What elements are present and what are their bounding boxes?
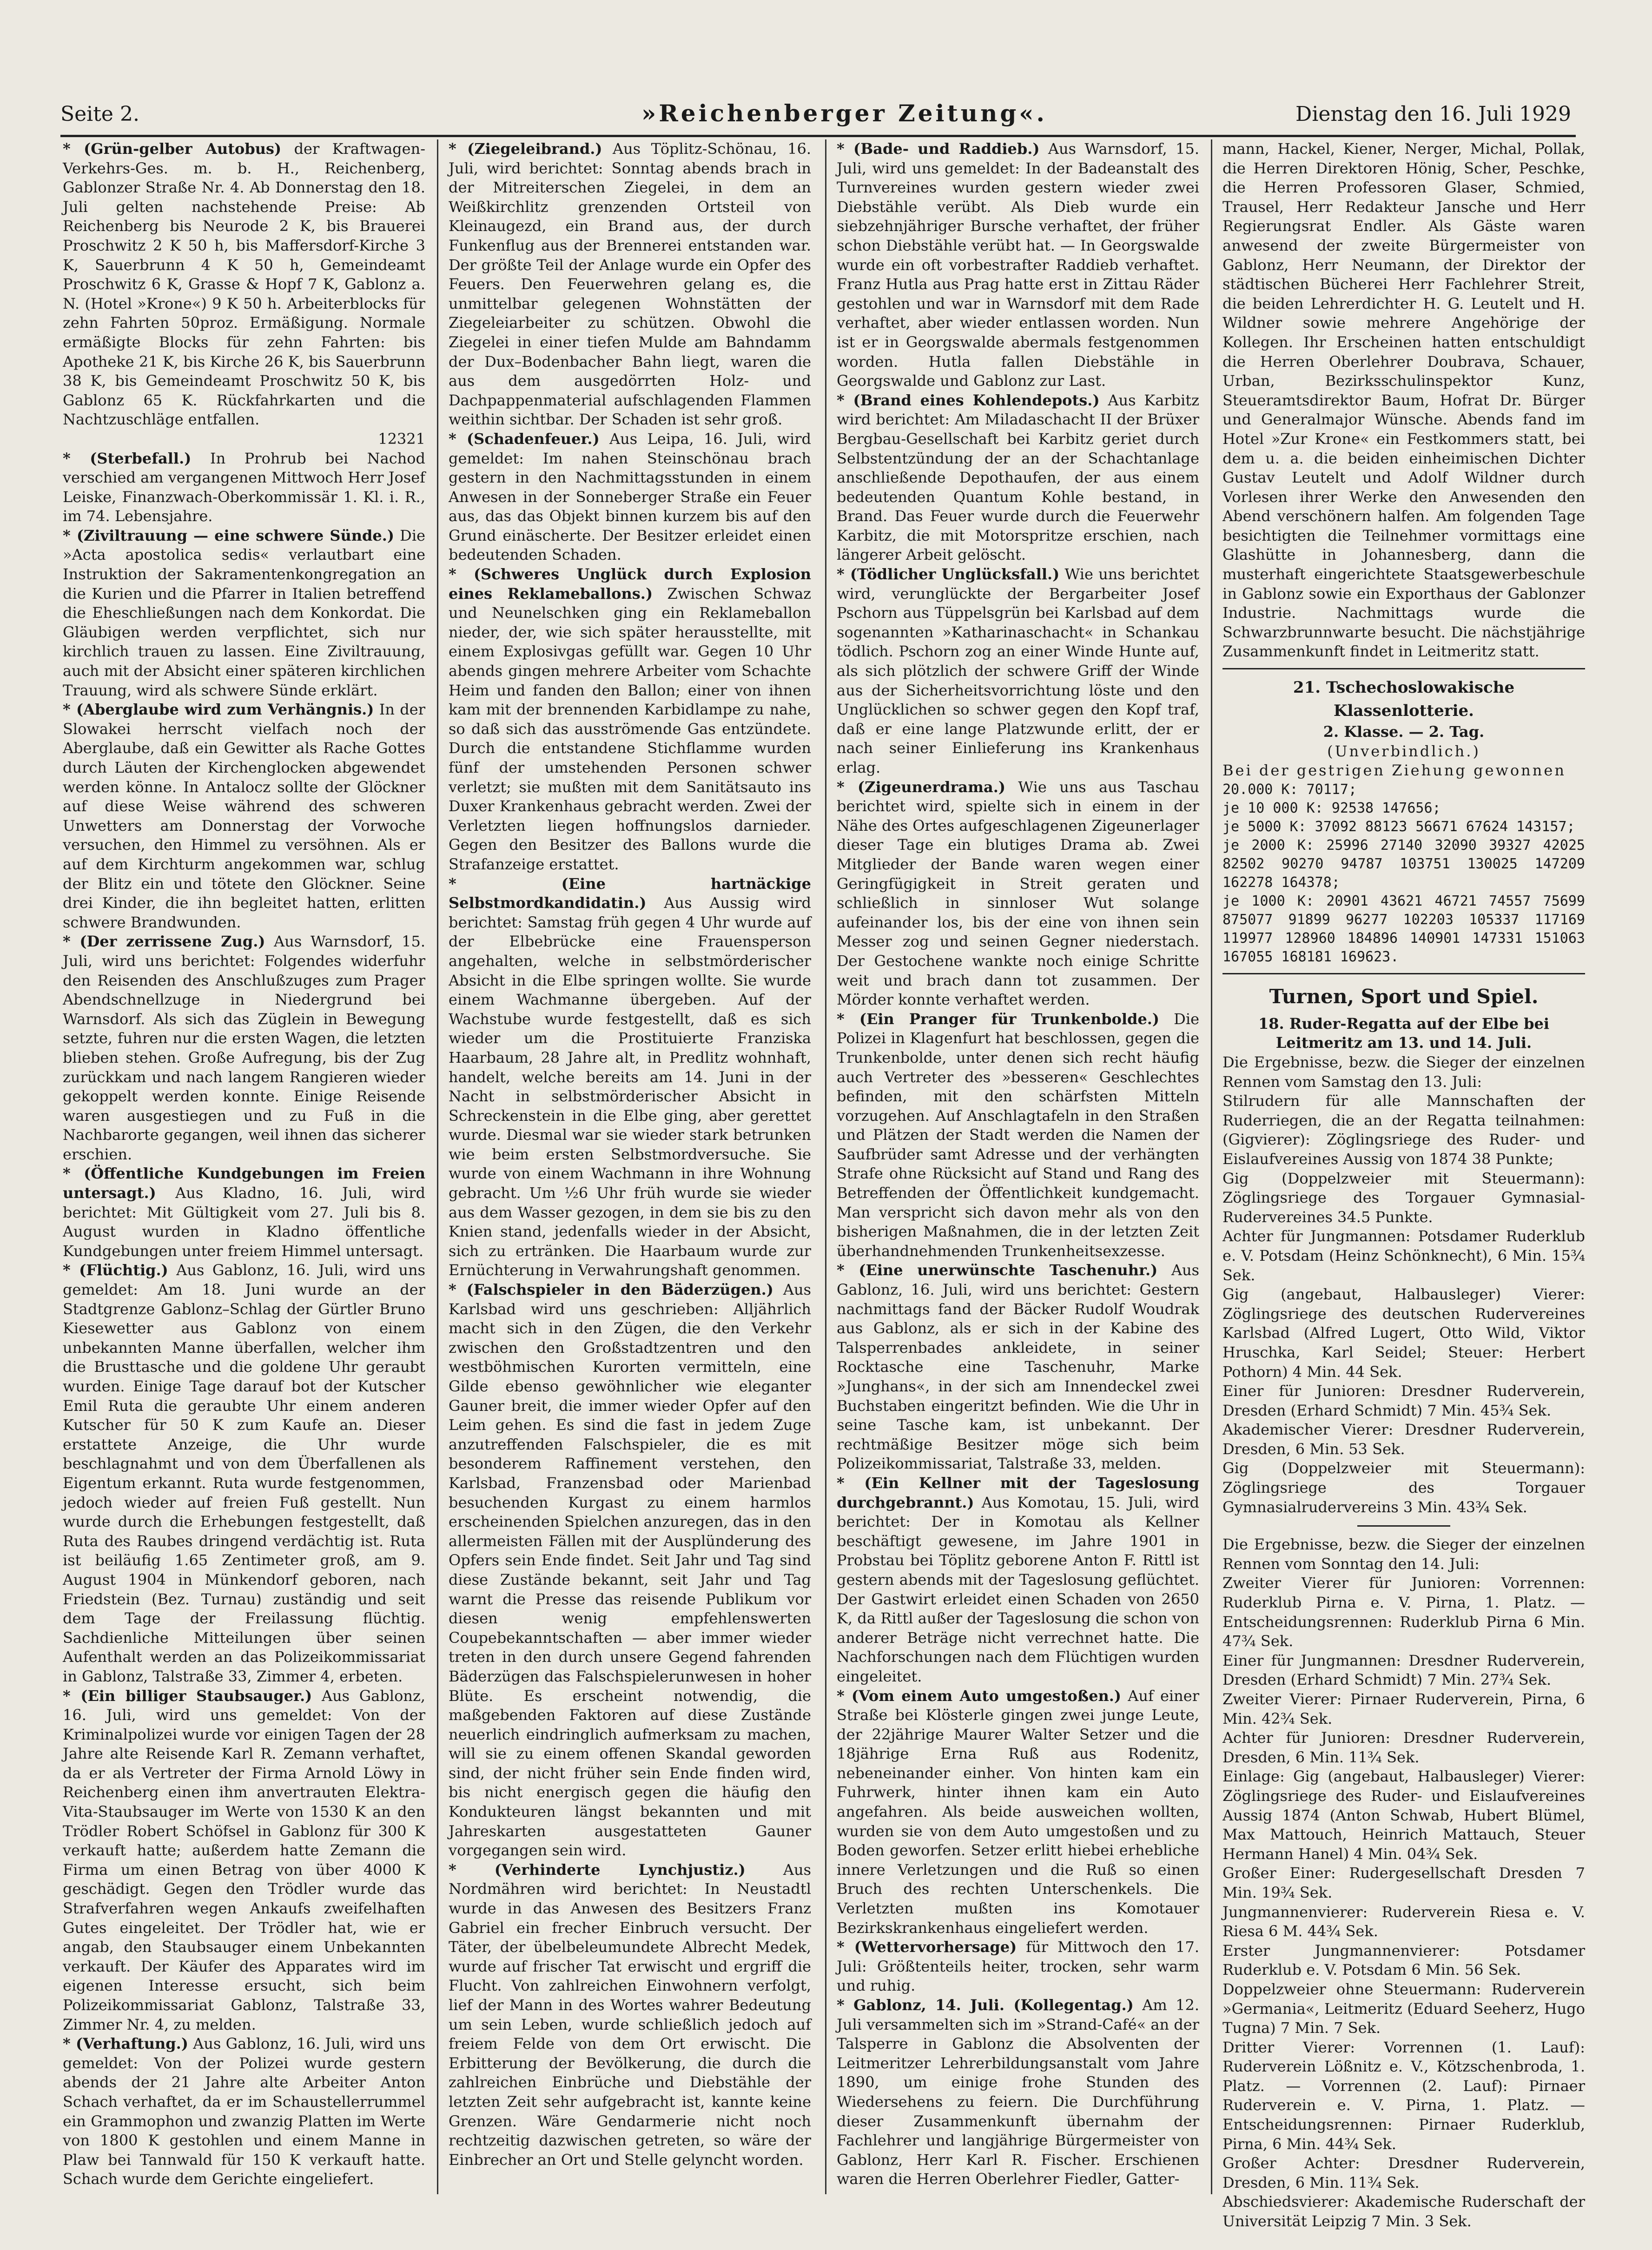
news-item: * (Falschspieler in den Bäderzügen.) Aus Karlsbad wird uns geschrieben: Alljährlich macht sich in den Zügen, die den Verkehr zwischen den Großstadtzentren und den westböhmischen Kurorten vermitteln, eine Gilde ebenso gewöhnlicher wie eleganter Gauner breit, die immer wieder Opfer auf den Leim gehen. Es sind die fast in jedem Zuge anzutreffenden Falschspieler, die es mit besonderem Raffinement verstehen, den Karlsbad, Franzensbad oder Marienbad besuchenden Kurgast zu einem harmlos erscheinenden Spielchen anzuregen, das in den allermeisten Fällen mit der Ausplünderung des Opfers sein Ende findet. Seit Jahr und Tag sind diese Zustände bekannt, seit Jahr und Tag warnt die Presse das reisende Publikum vor diesen wenig empfehlenswerten Coupebekanntschaften — aber immer wieder treten in den durch unsere Gegend fahrenden Bäderzügen das Falschspielerunwesen in hoher Blüte. Es erscheint notwendig, die maßgebenden Faktoren auf diese Zustände neuerlich eindringlich aufmerksam zu machen, will sie zu einem offenen Skandal geworden sind, der nicht früher sein Ende finden wird, bis nicht energisch gegen die häufig den Kondukteuren längst bekannten und mit Jahreskarten ausgestatteten Gauner vorgegangen sein wird. bbox=[449, 1281, 811, 1860]
news-item: * (Ein Pranger für Trunkenbolde.) Die Polizei in Klagenfurt hat beschlossen, gegen die Trunkenbolde, unter denen sich recht häufig auch Vertreter des »besseren« Geschlechtes befinden, mit den schärfsten Mitteln vorzugehen. Auf Anschlagtafeln in den Straßen und Plätzen der Stadt werden die Namen der Saufbrüder samt Adresse und der verhängten Strafe ohne Rücksicht auf Stand und Rang des Betreffenden der Öffentlichkeit kundgemacht. Man verspricht sich davon mehr als von den bisherigen Maßnahmen, die in der letzten Zeit überhandnehmenden Trunkenheitsexzesse. bbox=[837, 1010, 1200, 1260]
newspaper-title: »Reichenberger Zeitung«. bbox=[641, 99, 1047, 127]
news-item: * (Grün-gelber Autobus) der Kraftwagen-Verkehrs-Ges. m. b. H., Reichenberg, Gablonzer Straße Nr. 4. Ab Donnerstag den 18. Juli gelten nachstehende Preise: Ab Reichenberg bis Neurode 2 K, bis Brauerei Proschwitz 2 K 50 h, bis Maffersdorf-Kirche 3 K, Sauerbrunn 4 K 50 h, Gemeindeamt Proschwitz 6 K, Grasse & Hopf 7 K, Gablonz a. N. (Hotel »Krone«) 9 K 50 h. Arbeiterblocks für zehn Fahrten 50proz. Ermäßigung. Normale ermäßigte Blocks für zehn Fahrten: bis Apotheke 21 K, bis Kirche 26 K, bis Sauerbrunn 38 K, bis Gemeindeamt Proschwitz 50 K, bis Gablonz 65 K. Rückfahrkarten und die Nachtzuschläge entfallen. bbox=[63, 140, 426, 429]
lottery-note: (Unverbindlich.) bbox=[1327, 742, 1480, 760]
column-divider bbox=[825, 139, 826, 2194]
news-item: * (Bade- und Raddieb.) Aus Warnsdorf, 15. Juli, wird uns gemeldet: In der Badeanstalt des Turnvereines wurden gestern wieder zwei Diebstähle verübt. Als Dieb wurde ein siebzehnjähriger Bursche verhaftet, der früher schon Diebstähle verübt hat. — In Georgswalde wurde ein oft vorbestrafter Raddieb verhaftet. Franz Hutla aus Prag hatte erst in Zittau Räder gestohlen und war in Warnsdorf mit dem Rade verhaftet, aber wieder entlassen worden. Nun ist er in Georgswalde abermals festgenommen worden. Hutla fallen Diebstähle in Georgswalde und Gablonz zur Last. bbox=[837, 140, 1199, 390]
news-item: * (Brand eines Kohlendepots.) Aus Karbitz wird berichtet: Am Miladaschacht II der Brüxer Bergbau-Gesellschaft bei Karbitz geriet durch Selbstentzündung der an der Schachtanlage anschließende Depothaufen, der aus einem bedeutenden Quantum Kohle bestand, in Brand. Das Feuer wurde durch die Feuerwehr Karbitz, die mit Motorspritze erschien, nach längerer Arbeit gelöscht. bbox=[837, 391, 1200, 564]
header-rule bbox=[60, 135, 1576, 137]
news-item: * Gablonz, 14. Juli. (Kollegentag.) Am 12. Juli versammelten sich im »Strand-Café« an der Talsperre in Gablonz die Absolventen der Leitmeritzer Lehrerbildungsanstalt vom Jahre 1890, um einige frohe Stunden des Wiedersehens zu feiern. Die Durchführung dieser Zusammenkunft übernahm der Fachlehrer und langjährige Bürgermeister von Gablonz, Herr Karl R. Fischer. Erschienen waren die Herren Oberlehrer Fiedler, Gatter- bbox=[837, 1996, 1200, 2188]
news-item: * (Flüchtig.) Aus Gablonz, 16. Juli, wird uns gemeldet: Am 18. Juni wurde an der Stadtgrenze Gablonz–Schlag der Gürtler Bruno Kiesewetter aus Gablonz von einem unbekannten Manne überfallen, welcher ihm die Brusttasche und die goldene Uhr geraubt wurden. Einige Tage darauf bot der Kutscher Emil Ruta die geraubte Uhr einem anderen Kutscher für 50 K zum Kaufe an. Dieser erstattete Anzeige, die Uhr wurde beschlagnahmt und von dem Überfallenen als Eigentum erkannt. Ruta wurde festgenommen, jedoch wieder auf freien Fuß gestellt. Nun wurde durch die Erhebungen festgestellt, daß Ruta des Raubes dringend verdächtig ist. Ruta ist beiläufig 1.65 Zentimeter groß, am 9. August 1904 in Münkendorf geboren, nach Friedstein (Bez. Turnau) zuständig und seit dem Tage der Freilassung flüchtig. Sachdienliche Mitteilungen über seinen Aufenthalt werden an das Polizeikommissariat in Gablonz, Talstraße 33, Zimmer 4, erbeten. bbox=[63, 1261, 426, 1685]
lottery-section bbox=[1222, 676, 1585, 966]
news-item-continued: mann, Hackel, Kiener, Nerger, Michal, Pollak, die Herren Direktoren Hönig, Scher, Peschke, die Herren Professoren Glaser, Schmied, Trausel, Herr Redakteur Jansche und Herr Regierungsrat Endler. Als Gäste waren anwesend der zweite Bürgermeister von Gablonz, Herr Neumann, der Direktor der städtischen Bücherei Herr Fachlehrer Streit, die beiden Lehrerdichter H. G. Leutelt und H. Wildner sowie mehrere Angehörige der Kollegen. Ihr Erscheinen hatten entschuldigt die Herren Oberlehrer Doubrava, Schauer, Urban, Bezirksschulinspektor Kunz, Steueramtsdirektor Baum, Hofrat Dr. Bürger und Generalmajor Wünsche. Abends fand im Hotel »Zur Krone« ein Festkommers statt, bei dem u. a. die beiden einheimischen Dichter Gustav Leutelt und Adolf Wildner durch Vorlesen ihrer Werke den Anwesenden den Abend verschönern halfen. Am folgenden Tage besichtigten die Teilnehmer vormittags eine Glashütte in Johannesberg, dann die musterhaft eingerichtete Staatsgewerbeschule in Gablonz sowie ein Exporthaus der Gablonzer Industrie. Nachmittags wurde die Schwarzbrunnwarte besucht. Die nächstjährige Zusammenkunft findet in Leitmeritz statt. bbox=[1222, 140, 1585, 661]
lottery-title: 21. Tschechoslowakische Klassenlotterie. bbox=[1293, 678, 1515, 721]
result-line: Die Ergebnisse, bezw. die Sieger der einzelnen Rennen vom Sonntag den 14. Juli: bbox=[1222, 1535, 1585, 1573]
news-item: * (Wettervorhersage) für Mittwoch den 17. Juli: Größtenteils heiter, trocken, sehr warm und ruhig. bbox=[837, 1938, 1200, 1995]
news-item: * (Schweres Unglück durch Explosion eines Reklameballons.) Zwischen Schwaz und Neunelschken ging ein Reklameballon nieder, der, wie sich später herausstellte, mit einem Explosivgas gefüllt war. Gegen 10 Uhr abends gingen mehrere Arbeiter vom Schachte Heim und fanden den Ballon; einer von ihnen kam mit der brennenden Karbidlampe zu nahe, so daß sich das ausströmende Gas entzündete. Durch die entstandene Stichflamme wurden fünf der umstehenden Personen schwer verletzt; sie mußten mit dem Sanitätsauto ins Duxer Krankenhaus gebracht werden. Zwei der Verletzten liegen hoffnungslos darnieder. Gegen den Besitzer des Ballons wurde die Strafanzeige erstattet. bbox=[449, 565, 811, 873]
result-line: Abschiedsvierer: Akademische Ruderschaft der Universität Leipzig 7 Min. 3 Sek. bbox=[1222, 2193, 1585, 2230]
lottery-class: 2. Klasse. — 2. Tag. bbox=[1323, 723, 1485, 741]
result-line: Gig (Doppelzweier mit Steuermann): Zöglingsriege des Torgauer Gymnasialrudervereins 3 Min. 43¾ Sek. bbox=[1222, 1459, 1585, 1516]
section-rule bbox=[1222, 973, 1585, 974]
result-line: Stilrudern für alle Mannschaften der Ruderriegen, die an der Regatta teilnahmen: (Gigvierer): Zöglingsriege des Ruder- und Eislaufvereines Aussig von 1874 38 Punkte; bbox=[1222, 1092, 1585, 1168]
result-line: Akademischer Vierer: Dresdner Ruderverein, Dresden, 6 Min. 53 Sek. bbox=[1222, 1421, 1585, 1458]
lottery-line: je 1000 K: 20901 43621 46721 74557 75699 875077 91899 96277 102203 105337 117169 119977 128960 184896 140901 147331 151063 167055 168181 169623. bbox=[1222, 893, 1585, 965]
lottery-line: je 5000 K: 37092 88123 56671 67624 143157; bbox=[1222, 818, 1575, 835]
result-line: Achter für Jungmannen: Potsdamer Ruderklub e. V. Potsdam (Heinz Schönknecht), 6 Min. 15¾ Sek. bbox=[1222, 1227, 1585, 1284]
item-code: 12321 bbox=[378, 430, 425, 448]
result-line: Einer für Junioren: Dresdner Ruderverein, Dresden (Erhard Schmidt) 7 Min. 45¾ Sek. bbox=[1222, 1382, 1585, 1419]
result-line: Gig (angebaut, Halbausleger) Vierer: Zöglingsriege des deutschen Rudervereines Karlsbad (Alfred Lugert, Otto Wild, Viktor Hruschka, Karl Seidel; Steuer: Herbert Pothorn) 4 Min. 44 Sek. bbox=[1222, 1285, 1585, 1381]
page-header bbox=[60, 98, 1571, 130]
result-line: Die Ergebnisse, bezw. die Sieger der einzelnen Rennen vom Samstag den 13. Juli: bbox=[1222, 1053, 1585, 1091]
news-item: * (Der zerrissene Zug.) Aus Warnsdorf, 15. Juli, wird uns berichtet: Folgendes widerfuhr den Reisenden des Anschlußzuges zum Prager Abendschnellzuge in Niedergrund bei Warnsdorf. Als sich das Züglein in Bewegung setzte, fuhren nur die ersten Wagen, die letzten blieben stehen. Große Aufregung, bis der Zug zurückkam und nach langem Rangieren wieder gekoppelt werden konnte. Einige Reisende waren ausgestiegen und zu Fuß in die Nachbarorte gegangen, weil ihnen das sicherer erschien. bbox=[63, 933, 426, 1163]
news-item: * (Öffentliche Kundgebungen im Freien untersagt.) Aus Kladno, 16. Juli, wird berichtet: Mit Gültigkeit vom 27. Juli bis 8. August wurden in Kladno öffentliche Kundgebungen unter freiem Himmel untersagt. bbox=[63, 1165, 425, 1260]
page-number: Seite 2. bbox=[60, 102, 139, 126]
sport-section bbox=[1222, 983, 1585, 2231]
result-line: Zweiter Vierer für Junioren: Vorrennen: Ruderklub Pirna e. V. Pirna, 1. Platz. — Entscheidungsrennen: Ruderklub Pirna 6 Min. 47¾ Sek. bbox=[1222, 1574, 1585, 1650]
issue-date: Dienstag den 16. Juli 1929 bbox=[1295, 102, 1571, 126]
result-line: Jungmannenvierer: Ruderverein Riesa e. V. Riesa 6 M. 44¾ Sek. bbox=[1222, 1903, 1585, 1940]
news-item: * (Zigeunerdrama.) Wie uns aus Taschau berichtet wird, spielte sich in einem in der Nähe des Ortes aufgeschlagenen Zigeunerlager dieser Tage ein blutiges Drama ab. Zwei Mitglieder der Bande waren wegen einer Geringfügigkeit in Streit geraten und schließlich in sinnloser Wut solange aufeinander los, bis der eine von ihnen sein Messer zog und seinen Gegner niederstach. Der Gestochene wankte noch einige Schritte weit und brach dann tot zusammen. Der Mörder konnte verhaftet werden. bbox=[837, 778, 1199, 1009]
sport-headline: 18. Ruder-Regatta auf der Elbe bei Leitmeritz am 13. und 14. Juli. bbox=[1258, 1014, 1549, 1052]
sport-section-title: Turnen, Sport und Spiel. bbox=[1269, 985, 1539, 1008]
news-item: * (Vom einem Auto umgestoßen.) Auf einer Straße bei Klösterle gingen zwei junge Leute, der 22jährige Maurer Walter Setzer und die 18jährige Erna Ruß aus Rodenitz, nebeneinander einher. Von hinten kam ein Fuhrwerk, hinter ihnen kam ein Auto angefahren. Als beide ausweichen wollten, wurden sie von dem Auto umgestoßen und zu Boden geworfen. Setzer erlitt hiebei erhebliche innere Verletzungen und die Ruß so einen Bruch des rechten Unterschenkels. Die Verletzten mußten ins Komotauer Bezirkskrankenhaus eingeliefert werden. bbox=[837, 1687, 1200, 1937]
news-item: * (Verhaftung.) Aus Gablonz, 16. Juli, wird uns gemeldet: Von der Polizei wurde gestern abends der 21 Jahre alte Arbeiter Anton Schach verhaftet, da er im Schaustellerrummel ein Grammophon und zwanzig Platten im Werte von 1800 K gestohlen und einem Manne in Plaw bei Tannwald für 150 K verkauft hatte. Schach wurde dem Gerichte eingeliefert. bbox=[63, 2035, 426, 2188]
news-item: * (Eine unerwünschte Taschenuhr.) Aus Gablonz, 16. Juli, wird uns berichtet: Gestern nachmittags fand der Bäcker Rudolf Woudrak aus Gablonz, als er sich in der Kabine des Talsperrenbades ankleidete, in seiner Rocktasche eine Taschenuhr, Marke »Junghans«, in der sich am Innendeckel zwei Buchstaben eingeritzt befinden. Wie die Uhr in seine Tasche kam, ist unbekannt. Der rechtmäßige Besitzer möge sich beim Polizeikommissariat, Talstraße 33, melden. bbox=[837, 1261, 1199, 1473]
news-item: * (Aberglaube wird zum Verhängnis.) In der Slowakei herrscht vielfach noch der Aberglaube, daß ein Gewitter als Rache Gottes durch Läuten der Kirchenglocken abgewendet werden könne. In Antalocz sollte der Glöckner auf diese Weise während des schweren Unwetters am Donnerstag der Vorwoche versuchen, den Himmel zu versöhnen. Als er auf dem Kirchturm angekommen war, schlug der Blitz ein und tötete den Glöckner. Seine drei Kinder, die ihn begleitet hatten, erlitten schwere Brandwunden. bbox=[63, 701, 426, 931]
lottery-line: je 10 000 K: 92538 147656; bbox=[1222, 800, 1441, 816]
lottery-line: 20.000 K: 70117; bbox=[1222, 781, 1357, 798]
news-item: * (Verhinderte Lynchjustiz.) Aus Nordmähren wird berichtet: In Neustadtl wurde in das Anwesen des Besitzers Franz Gabriel ein frecher Einbruch versucht. Der Täter, der übelbeleumundete Albrecht Medek, wurde auf frischer Tat erwischt und ergriff die Flucht. Von zahlreichen Einwohnern verfolgt, lief der Mann in des Wortes wahrer Bedeutung um sein Leben, wurde schließlich jedoch auf freiem Felde von dem Ort erwischt. Die Erbitterung der Bevölkerung, die durch die zahlreichen Einbrüche und Diebstähle der letzten Zeit sehr aufgebracht ist, kannte keine Grenzen. Wäre Gendarmerie nicht noch rechtzeitig dazwischen getreten, so wäre der Einbrecher an Ort und Stelle gelyncht worden. bbox=[449, 1860, 812, 2169]
result-divider bbox=[1357, 1525, 1450, 1527]
news-item: * (Sterbefall.) In Prohrub bei Nachod verschied am vergangenen Mittwoch Herr Josef Leiske, Finanzwach-Oberkommissär 1. Kl. i. R., im 74. Lebensjahre. bbox=[63, 449, 426, 525]
news-item: * (Ein Kellner mit der Tageslosung durchgebrannt.) Aus Komotau, 15. Juli, wird berichtet: Der in Komotau als Kellner beschäftigt gewesene, im Jahre 1901 in Probstau bei Töplitz geborene Anton F. Rittl ist gestern abends mit der Tageslosung geflüchtet. Der Gastwirt erleidet einen Schaden von 2650 K, da Rittl außer der Tageslosung die schon von anderer Beträge nicht verrechnet hatte. Die Nachforschungen nach dem Flüchtigen wurden eingeleitet. bbox=[837, 1474, 1199, 1685]
result-line: Großer Einer: Rudergesellschaft Dresden 7 Min. 19¾ Sek. bbox=[1222, 1864, 1585, 1901]
news-item: * (Ziviltrauung — eine schwere Sünde.) Die »Acta apostolica sedis« verlautbart eine Instruktion der Sakramentenkongregation an die Kurien und die Pfarrer in Italien betreffend die Eheschließungen nach dem Konkordat. Die Gläubigen werden verpflichtet, sich nur kirchlich trauen zu lassen. Eine Ziviltrauung, auch mit der Absicht einer späteren kirchlichen Trauung, wird als schwere Sünde erklärt. bbox=[63, 526, 426, 699]
column-2 bbox=[449, 139, 811, 2194]
news-item: * (Tödlicher Unglücksfall.) Wie uns berichtet wird, verunglückte der Bergarbeiter Josef Pschorn aus Tüppelsgrün bei Karlsbad auf dem sogenannten »Katharinaschacht« in Schankau tödlich. Pschorn zog an einer Winde Hunte auf, als sich plötzlich der schwere Griff der Winde aus der Sicherheitsvorrichtung löste und den Unglücklichen so schwer gegen den Kopf traf, daß er eine lange Platzwunde erlitt, der er nach seiner Einlieferung ins Krankenhaus erlag. bbox=[837, 565, 1199, 776]
column-3 bbox=[837, 139, 1199, 2194]
section-rule bbox=[1222, 668, 1585, 669]
result-line: Gig (Doppelzweier mit Steuermann): Zöglingsriege des Torgauer Gymnasial-Rudervereines 34.5 Punkte. bbox=[1222, 1169, 1585, 1226]
news-item: * (Eine hartnäckige Selbstmordkandidatin.) Aus Aussig wird berichtet: Samstag früh gegen 4 Uhr wurde auf der Elbebrücke eine Frauensperson angehalten, welche in selbstmörderischer Absicht in die Elbe springen wollte. Sie wurde einem Wachmanne übergeben. Auf der Wachstube wurde festgestellt, daß es sich wieder um die Prostituierte Franziska Haarbaum, 28 Jahre alt, in Predlitz wohnhaft, handelt, welche bereits am 14. Juni in der Nacht in selbstmörderischer Absicht in Schreckenstein in die Elbe ging, aber gerettet wurde. Diesmal war sie wieder stark betrunken wie beim ersten Selbstmordversuche. Sie wurde von einem Wachmann in ihre Wohnung gebracht. Um ½6 Uhr früh wurde sie wieder aus dem Wasser gezogen, in dem sie bis zu den Knien stand, jedenfalls wieder in der Absicht, sich zu ertränken. Die Haarbaum wurde zur Ernüchterung in Verwahrungshaft genommen. bbox=[449, 874, 811, 1279]
column-1 bbox=[63, 139, 425, 2194]
lottery-lead: Bei der gestrigen Ziehung gewonnen bbox=[1222, 761, 1566, 780]
result-line: Zweiter Vierer: Pirnaer Ruderverein, Pirna, 6 Min. 42¾ Sek. bbox=[1222, 1690, 1585, 1727]
column-divider bbox=[437, 139, 438, 2194]
result-line: Erster Jungmannenvierer: Potsdamer Ruderklub e. V. Potsdam 6 Min. 56 Sek. bbox=[1222, 1941, 1585, 1979]
result-line: Dritter Vierer: Vorrennen (1. Lauf): Ruderverein Lößnitz e. V., Kötzschenbroda, 1. Platz. — Vorrennen (2. Lauf): Pirnaer Ruderverein e. V. Pirna, 1. Platz. — Entscheidungsrennen: Pirnaer Ruderklub, Pirna, 6 Min. 44¾ Sek. bbox=[1222, 2038, 1585, 2153]
news-item: * (Schadenfeuer.) Aus Leipa, 16. Juli, wird gemeldet: Im nahen Steinschönau brach gestern in den Nachmittagsstunden in einem Anwesen in der Sonneberger Straße ein Feuer aus, das das Objekt binnen kurzem bis auf den Grund einäscherte. Der Besitzer erleidet einen bedeutenden Schaden. bbox=[449, 430, 812, 564]
result-line: Einlage: Gig (angebaut, Halbausleger) Vierer: Zöglingsriege des Ruder- und Eislaufvereines Aussig 1874 (Anton Schwab, Hubert Blümel, Max Mattouch, Heinrich Mattauch, Steuer Hermann Hanel) 4 Min. 04¾ Sek. bbox=[1222, 1767, 1585, 1863]
column-4 bbox=[1222, 139, 1585, 2230]
column-divider bbox=[1211, 139, 1212, 2194]
result-line: Großer Achter: Dresdner Ruderverein, Dresden, 6 Min. 11¾ Sek. bbox=[1222, 2154, 1585, 2191]
news-item: * (Ziegeleibrand.) Aus Töplitz-Schönau, 16. Juli, wird berichtet: Sonntag abends brach in der Mitreiterschen Ziegelei, in dem an Weißkirchlitz grenzenden Ortsteil von Kleinaugezd, ein Brand aus, der durch Funkenflug aus der Brennerei entstanden war. Der größte Teil der Anlage wurde ein Opfer des Feuers. Den Feuerwehren gelang es, die unmittelbar gelegenen Wohnstätten der Ziegeleiarbeiter zu schützen. Obwohl die Ziegelei in einer tiefen Mulde am Bahndamm der Dux–Bodenbacher Bahn liegt, waren die aus dem ausgedörrten Holz- und Dachpappenmaterial aufschlagenden Flammen weithin sichtbar. Der Schaden ist sehr groß. bbox=[449, 140, 812, 429]
result-line: Einer für Jungmannen: Dresdner Ruderverein, Dresden (Erhard Schmidt) 7 Min. 27¾ Sek. bbox=[1222, 1651, 1585, 1689]
lottery-line: je 2000 K: 25996 27140 32090 39327 42025 82502 90270 94787 103751 130025 147209 162278 164378; bbox=[1222, 837, 1585, 891]
news-item: * (Ein billiger Staubsauger.) Aus Gablonz, 16. Juli, wird uns gemeldet: Von der Kriminalpolizei wurde vor einigen Tagen der 28 Jahre alte Reisende Karl R. Zemann verhaftet, da er als Vertreter der Firma Arnold Löwy in Reichenberg einen ihm anvertrauten Elektra-Vita-Staubsauger im Werte von 1530 K an den Trödler Robert Schöfsel in Gablonz für 300 K verkauft hatte; außerdem hatte Zemann die Firma um einen Betrag von über 4000 K geschädigt. Gegen den Trödler wurde das Strafverfahren wegen Ankaufs zweifelhaften Gutes eingeleitet. Der Trödler hat, wie er angab, den Staubsauger einem Unbekannten verkauft. Der Käufer des Apparates wird im eigenen Interesse ersucht, sich beim Polizeikommissariat Gablonz, Talstraße 33, Zimmer Nr. 4, zu melden. bbox=[63, 1687, 426, 2033]
result-line: Doppelzweier ohne Steuermann: Ruderverein »Germania«, Leitmeritz (Eduard Seeherz, Hugo Tugna) 7 Min. 7 Sek. bbox=[1222, 1980, 1585, 2037]
result-line: Achter für Junioren: Dresdner Ruderverein, Dresden, 6 Min. 11¾ Sek. bbox=[1222, 1729, 1585, 1766]
